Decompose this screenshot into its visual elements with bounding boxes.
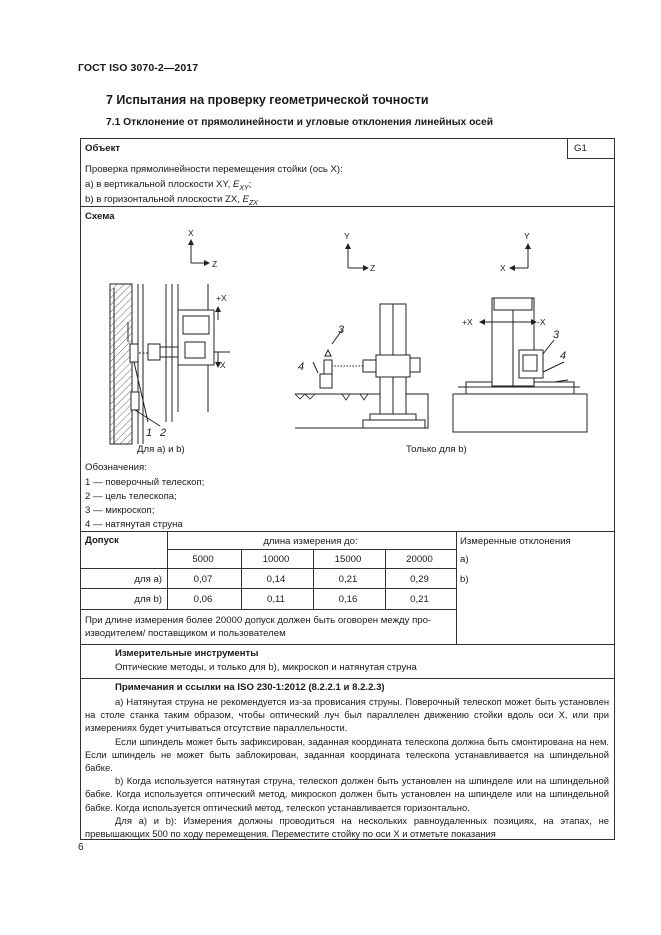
object-line-1: Проверка прямолинейности перемещения стойки (ось X): [85,164,343,175]
legend-item: 2 — цель телескопа; [85,491,177,502]
notes-paragraph: a) Натянутая струна не рекомендуется из-за провисания струны. Поверочный телескоп может быть установлен на столе станка таким образом, чтобы оптический луч был параллелен движению стойки вдоль оси X, или при измерениях будет учитываться отсутствие параллельности. [85,696,609,734]
section-title: 7 Испытания на проверку геометрической точности [106,93,429,107]
col-divider [456,531,457,644]
callout-3-right: 3 [553,329,560,341]
notes-paragraph: Для a) и b): Измерения должны проводиться на нескольких равноудаленных позициях, на этапах, не превышающих 500 по ходу перемещения. Переместите стойку по оси X и отметьте показания [85,814,609,840]
length-5000: 5000 [192,554,214,565]
row-b-value: 0,16 [338,594,358,605]
callout-4-mid: 4 [298,361,305,373]
object-code: G1 [574,143,587,154]
length-header: длина измерения до: [263,536,358,547]
object-label: Объект [85,143,121,154]
legend-item: 1 — поверочный телескоп; [85,477,205,488]
left-plus-x-label: +X [216,293,227,303]
length-20000: 20000 [406,554,433,565]
instruments-label: Измерительные инструменты [115,648,259,659]
right-axis-y-label: Y [524,231,530,241]
row-divider [81,588,456,589]
right-diagram [453,244,587,432]
row-divider [81,531,614,532]
object-line-2: a) в вертикальной плоскости XY, $E_{XY}$; [85,179,252,192]
notes-paragraph: Если шпиндель может быть зафиксирован, заданная координата телескопа должна быть смонтирована на нем. Если шпиндель не может быть заблокирован, заданная координата телескопа устанавливается на шпиндельной бабке. [85,735,609,774]
callout-3-mid: 3 [338,324,345,336]
tolerance-label: Допуск [85,535,119,546]
mid-axis-y-label: Y [344,231,350,241]
measured-b: b) [460,574,469,585]
row-divider [81,678,614,679]
callout-2: 2 [160,427,167,439]
mid-axis-z-label: Z [370,263,376,273]
row-divider [81,568,456,569]
row-divider [81,609,456,610]
length-10000: 10000 [262,554,290,565]
right-axis-x-label: X [500,263,506,273]
notes-label: Примечания и ссылки на ISO 230-1:2012 (8.2.2.1 и 8.2.2.3) [115,682,385,693]
row-a-value: 0,21 [338,574,358,585]
document-header: ГОСТ ISO 3070-2—2017 [78,62,199,74]
scheme-label: Схема [85,211,115,222]
tolerance-note-2: изводителем/ поставщиком и пользователем [85,628,286,639]
row-b-label: для b) [134,594,162,605]
notes-body [85,695,609,840]
legend-title: Обозначения: [85,462,147,473]
scheme-caption-left: Для a) и b) [137,444,185,455]
object-line-3: b) в горизонтальной плоскости ZX, $E_{ZX}$ [85,194,258,207]
notes-paragraph: b) Когда используется натянутая струна, телескоп должен быть установлен на шпинделе или на шпиндельной бабке. Когда используется оптический метод, микроскоп должен быть установлен на шпинделе или на шпиндельной бабке. Когда используется оптический метод, телескоп устанавливается горизонтально. [85,775,609,813]
row-a-label: для a) [134,574,162,585]
row-b-value: 0,21 [410,594,429,605]
row-divider [81,644,614,645]
middle-diagram [295,244,428,428]
callout-1: 1 [146,427,153,439]
scheme-diagram [80,222,615,462]
page-number: 6 [78,842,84,853]
left-diagram [110,240,230,444]
row-divider [567,158,614,159]
row-b-value: 0,11 [267,594,285,605]
right-minus-x-label: -X [537,317,546,327]
legend-item: 4 — натянутая струна [85,519,183,530]
row-divider [167,549,456,550]
row-a-value: 0,14 [266,574,286,585]
scheme-caption-right: Только для b) [406,444,467,455]
tolerance-note-1: При длине измерения более 20000 допуск должен быть оговорен между про- [85,615,432,626]
col-divider [567,139,568,158]
right-plus-x-label: +X [462,317,473,327]
length-15000: 15000 [334,554,362,565]
legend-item: 3 — микроскоп; [85,505,155,516]
row-b-value: 0,06 [193,594,213,605]
callout-4-right: 4 [560,350,567,362]
instruments-text: Оптические методы, и только для b), микроскоп и натянутая струна [115,662,417,673]
left-axis-z-label: Z [212,259,218,269]
row-a-value: 0,07 [193,574,213,585]
left-axis-x-label: X [188,228,194,238]
measured-header: Измеренные отклонения [460,536,571,547]
measured-a: a) [460,554,469,565]
row-a-value: 0,29 [410,574,429,585]
left-minus-x-label: -X [217,360,226,370]
subsection-title: 7.1 Отклонение от прямолинейности и угловые отклонения линейных осей [106,117,494,128]
